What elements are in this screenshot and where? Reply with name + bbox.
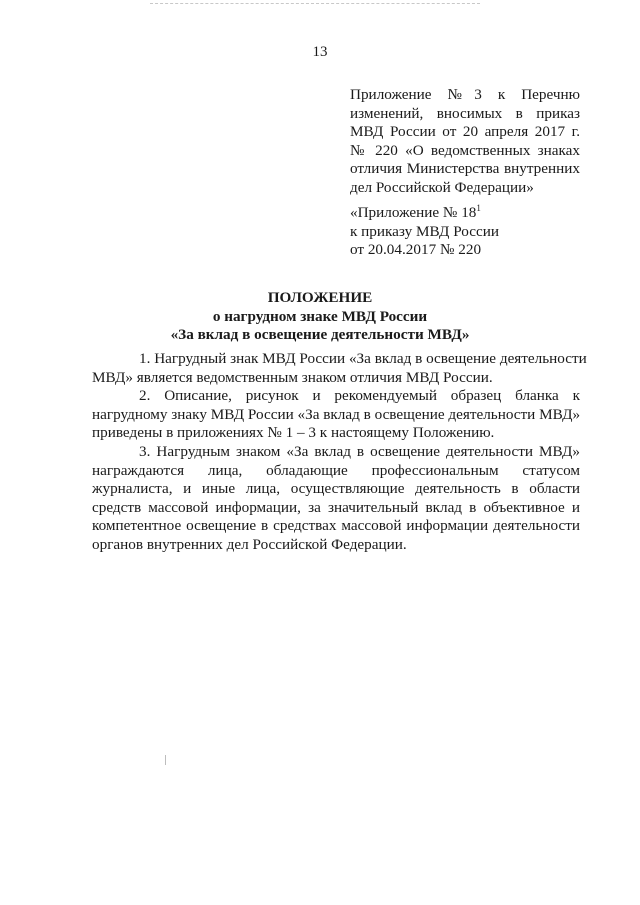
- paragraph-line: 1. Нагрудный знак МВД России «За вклад в освещение деятельности: [139, 350, 587, 367]
- paragraph-2: [92, 387, 580, 443]
- order-reference: [350, 204, 580, 260]
- appendix-line: дел Российской Федерации»: [350, 178, 534, 196]
- reference-superscript: 1: [476, 202, 481, 213]
- scan-speck: [165, 755, 166, 765]
- paragraph-1: [92, 350, 587, 387]
- appendix-line: № 220 «О ведомственных знаках: [350, 141, 580, 159]
- scan-edge-line: [150, 3, 480, 4]
- appendix-line: изменений, вносимых в приказ: [350, 104, 580, 122]
- paragraph-line: 3. Нагрудным знаком «За вклад в освещение деятельности МВД»: [139, 442, 580, 460]
- paragraph-line: журналиста, и иные лица, осуществляющие деятельность в области: [92, 480, 580, 498]
- paragraph-line: средств массовой информации, за значительный вклад в объективное и: [92, 498, 580, 516]
- reference-line-2: к приказу МВД России: [350, 222, 499, 240]
- paragraph-line: нагрудному знаку МВД России «За вклад в освещение деятельности МВД»: [92, 405, 581, 423]
- paragraph-line: приведены в приложениях № 1 – 3 к настоящему Положению.: [92, 424, 495, 442]
- appendix-note: [350, 86, 580, 198]
- paragraph-line: компетентное освещение в средствах массовой информации деятельности: [92, 517, 580, 535]
- paragraph-line: награждаются лица, обладающие профессиональным статусом: [92, 461, 580, 479]
- paragraph-line: 2. Описание, рисунок и рекомендуемый образец бланка к: [139, 387, 580, 405]
- paragraph-line: МВД» является ведомственным знаком отличия МВД России.: [92, 368, 493, 386]
- paragraph-3: [92, 443, 580, 555]
- heading-subtitle: о нагрудном знаке МВД России: [212, 307, 428, 325]
- appendix-line: МВД России от 20 апреля 2017 г.: [350, 123, 580, 141]
- reference-line-1: «Приложение № $18^1$: [350, 202, 481, 221]
- appendix-line: отличия Министерства внутренних: [350, 160, 580, 178]
- paragraph-line: органов внутренних дел Российской Федерации.: [92, 535, 407, 553]
- page-number: 13: [312, 44, 328, 60]
- regulation-body: [92, 350, 587, 555]
- heading-title: ПОЛОЖЕНИЕ: [267, 289, 373, 306]
- appendix-line: Приложение №3 к Перечню: [350, 86, 580, 103]
- heading-award-name: «За вклад в освещение деятельности МВД»: [170, 326, 470, 344]
- document-heading: [0, 289, 640, 345]
- reference-line-3: от 20.04.2017 № 220: [350, 241, 482, 259]
